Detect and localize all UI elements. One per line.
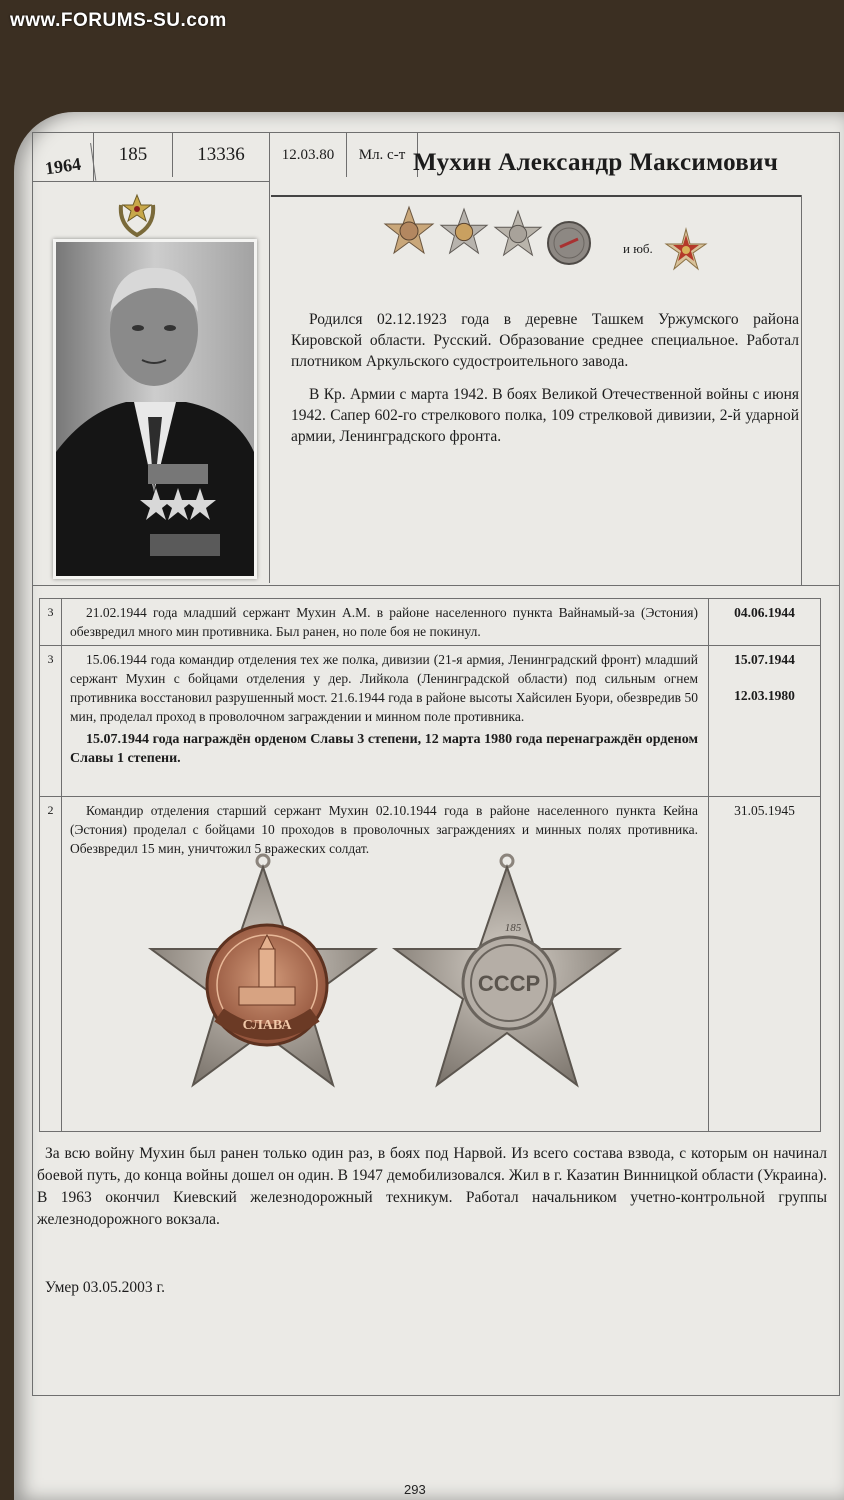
medal-front-inscription: СЛАВА — [242, 1018, 292, 1033]
medal-engraved-number: 185 — [504, 922, 522, 934]
feat-date-cell: 31.05.1945 — [708, 797, 820, 1131]
glory-order-1st-icon — [493, 209, 543, 259]
book-page — [14, 112, 844, 1500]
watermark: www.FORUMS-SU.com — [10, 10, 227, 31]
glory-order-2nd-icon — [439, 207, 489, 257]
jubilee-label: и юб. — [623, 241, 653, 256]
feat-row — [40, 646, 820, 797]
medal-back — [395, 855, 619, 1085]
rank-emblem-icon — [115, 183, 159, 239]
medal-back-inscription: СССР — [477, 971, 541, 996]
feat-degree: 3 — [40, 599, 62, 645]
closing-paragraph: За всю войну Мухин был ранен только один раз, в боях под Нарвой. Из всего состава взвода, с которым он начинал боевой путь, до конца войны дошел он один. В 1947 демобилизовался. Жил в г. Казатин Винницкой области (Украина). В 1963 окончил Киевский железнодорожный техникум. Работал начальником учетно-контрольной группы железнодорожного вокзала. — [37, 1145, 827, 1228]
glory-order-3rd-icon — [383, 205, 435, 257]
badge-number-cell: 185 — [94, 133, 173, 177]
feat-date-cell: 15.07.1944 12.03.1980 — [708, 646, 820, 796]
person-name: Мухин Александр Максимович — [413, 149, 779, 176]
feat-text: 15.06.1944 года командир отделения тех же полка, дивизии (21-я армия, Ленинградский фронт) младший сержант Мухин с бойцами отделения у дер. Лийкола (Ленинградской области) под сильным огнем противника восстановил разрушенный мост. 21.6.1944 года в районе высоты Хайсилен Буори, обезвредив 50 мин, проделал проход в проволочном заграждении и минном поле противника. 15.07.1944 года награждён орденом Славы 3 степени, 12 марта 1980 года перенаграждён орденом Славы 1 степени. — [70, 652, 698, 766]
biography-paragraph: Родился 02.12.1923 года в деревне Ташкем Уржумского района Кировской области. Русский. Образование среднее специальное. Работал плотником Аркульского судостроительного завода. — [291, 311, 799, 370]
portrait-photo — [53, 239, 257, 579]
year-cell: 1964 — [31, 143, 97, 189]
medal-front — [151, 855, 375, 1085]
date-cell: 12.03.80 — [270, 133, 347, 177]
record-sheet — [32, 132, 840, 1396]
feat-text: 21.02.1944 года младший сержант Мухин А.М. в районе населенного пункта Вайнамый-за (Эстония) обезвредил много мин противника. Был ранен, но поле боя не покинул. — [70, 605, 698, 639]
biography — [291, 309, 799, 459]
feat-degree: 2 — [40, 797, 62, 1131]
biography-paragraph: В Кр. Армии с марта 1942. В боях Великой Отечественной войны с июня 1942. Сапер 602-го стрелкового полка, 109 стрелковой дивизии, 2-й ударной армии, Ленинградского фронта. — [291, 386, 799, 445]
feat-degree: 3 — [40, 646, 62, 796]
order-number-cell: 13336 — [173, 133, 270, 177]
glory-order-medals — [143, 853, 623, 1115]
feat-text: Командир отделения старший сержант Мухин 02.10.1944 года в районе населенного пункта Кейна (Эстония) проделал с бойцами 10 проходов в проволочных заграждениях и минных полях противника. Обезвредил 15 мин, уничтожил 5 вражеских солдат. — [70, 803, 698, 856]
medal-icon — [545, 219, 593, 267]
page-number: 293 — [404, 1482, 426, 1497]
rank-cell: Мл. с-т — [347, 133, 418, 177]
feat-date-cell: 04.06.1944 — [708, 599, 820, 645]
feat-row — [40, 599, 820, 646]
patriotic-war-order-icon — [663, 227, 709, 273]
death-date: Умер 03.05.2003 г. — [45, 1279, 166, 1296]
feat-award-note: 15.07.1944 года награждён орденом Славы 3 степени, 12 марта 1980 года перенаграждён орденом Славы 1 степени. — [70, 732, 698, 766]
